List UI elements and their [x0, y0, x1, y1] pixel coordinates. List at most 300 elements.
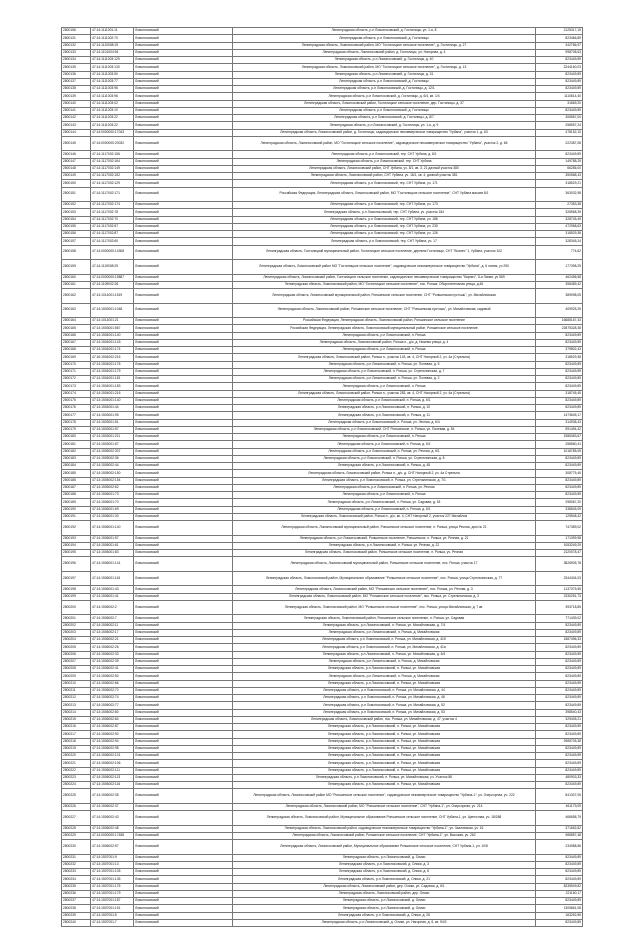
value-cell: 149788,29	[536, 158, 583, 165]
address-cell: Ленинградская область, р-н Ломоносовский, д. Олики, д. 26	[233, 912, 536, 919]
table-row	[62, 202, 583, 209]
address-cell: Ленинградская область, Ломоносовский район, Ропшинское сельское поселение, СНТ "Урбана-1", ул. Высокая, уч. 262	[233, 832, 536, 839]
row-id-cell: 2800206	[62, 651, 91, 658]
address-cell: Ленинградская область, Ломоносовский район, Ропша п., участок 283, кв. 4, СНТ Нагорный 2, уч. 4а (Стрельна)	[233, 390, 536, 397]
table-row	[62, 260, 583, 275]
district-cell: Ломоносовский	[134, 825, 233, 832]
table-row	[62, 716, 583, 723]
table-row	[62, 180, 583, 187]
district-cell: Ломоносовский	[134, 28, 233, 35]
cadastral-number-cell: 47:14:1505002:36	[91, 455, 134, 462]
table-row	[62, 666, 583, 673]
value-cell: 318529,21	[536, 180, 583, 187]
table-row	[62, 586, 583, 593]
district-cell: Ломоносовский	[134, 151, 233, 158]
cadastral-number-cell: 47:14:1503001:567	[91, 325, 134, 332]
cadastral-number-cell: 47:14:1507001:5	[91, 912, 134, 919]
district-cell: Ломоносовский	[134, 484, 233, 491]
address-cell: Ленинградская область, Ломоносовский район, дер. Олики	[233, 890, 536, 897]
cadastral-number-cell: 47:14:1506002:26	[91, 644, 134, 651]
address-cell: Ленинградская область, р-н Ломоносовский, д. Гостилицы, д. 6/4, кв. 1/4	[233, 93, 536, 100]
row-id-cell: 2800209	[62, 673, 91, 680]
cadastral-number-cell: 47:14:1507001:179	[91, 890, 134, 897]
value-cell: 823449,89	[536, 702, 583, 709]
cadastral-number-cell: 47:14:1111003:129	[91, 57, 134, 64]
cadastral-number-cell: 47:14:1506002:43	[91, 811, 134, 826]
district-cell: Ломоносовский	[134, 332, 233, 339]
table-row	[62, 782, 583, 789]
value-cell: 823449,89	[536, 673, 583, 680]
cadastral-number-cell: 47:14:1507001:135	[91, 876, 134, 883]
table-row	[62, 477, 583, 484]
district-cell: Ломоносовский	[134, 325, 233, 332]
district-cell: Ломоносовский	[134, 745, 233, 752]
row-id-cell: 2800134	[62, 57, 91, 64]
district-cell: Ломоносовский	[134, 376, 233, 383]
address-cell: Ленинградская область, р-н Ломоносовский, д. Олики, д. 6	[233, 869, 536, 876]
district-cell: Ломоносовский	[134, 412, 233, 419]
district-cell: Ломоносовский	[134, 361, 233, 368]
cadastral-number-cell: 47:14:1506001:30	[91, 513, 134, 520]
value-cell: 342786,97	[536, 42, 583, 49]
row-id-cell: 2800149	[62, 173, 91, 180]
value-cell: 985857,48	[536, 832, 583, 839]
value-cell: 8239549,82	[536, 883, 583, 890]
row-id-cell: 2800235	[62, 883, 91, 890]
table-row	[62, 651, 583, 658]
table-row	[62, 876, 583, 883]
district-cell: Ломоносовский	[134, 513, 233, 520]
table-row	[62, 245, 583, 260]
cadastral-number-cell: 47:14:1506001:73	[91, 492, 134, 499]
table-row	[62, 347, 583, 354]
cadastral-number-cell: 47:14:1506002:98	[91, 745, 134, 752]
row-id-cell: 2800161	[62, 281, 91, 288]
row-id-cell: 2800132	[62, 42, 91, 49]
row-id-cell: 2800165	[62, 325, 91, 332]
value-cell: 823449,89	[536, 753, 583, 760]
address-cell: Ленинградская область, Ломоносовский район, МО "Гостилицкое сельское поселение", д. Гостилицы, д. 13	[233, 64, 536, 71]
cadastral-number-cell: 47:14:1506002:111	[91, 767, 134, 774]
value-cell: 998708,63	[536, 49, 583, 56]
district-cell: Ломоносовский	[134, 521, 233, 536]
value-cell: 478152,10	[536, 129, 583, 136]
address-cell: Ленинградская область, р-н Ломоносовский, п. Ропша, ул. Михайловская	[233, 731, 536, 738]
cadastral-number-cell: 47:14:1101004:94	[91, 49, 134, 56]
value-cell: 1986383,67	[536, 434, 583, 441]
district-cell: Ломоносовский	[134, 318, 233, 325]
value-cell: 222387,08	[536, 136, 583, 151]
cadastral-number-cell: 47:14:1506002:50	[91, 673, 134, 680]
district-cell: Ломоносовский	[134, 644, 233, 651]
table-row	[62, 238, 583, 245]
table-row	[62, 78, 583, 85]
district-cell: Ломоносовский	[134, 876, 233, 883]
address-cell: Ленинградская область, р-н Ломоносовский, п. Ропша, ул. Михайловская, д. 52	[233, 702, 536, 709]
address-cell: Ленинградская область, р-н Ломоносовский, п. Ропша, д. Михайловская	[233, 673, 536, 680]
value-cell: 393718,85	[536, 600, 583, 615]
row-id-cell: 2800210	[62, 680, 91, 687]
table-row	[62, 325, 583, 332]
row-id-cell: 2800183	[62, 455, 91, 462]
value-cell: 823449,89	[536, 368, 583, 375]
address-cell: Ленинградская область, р-н Ломоносовский, тер. СНТ Урбана, уч. 17	[233, 238, 536, 245]
district-cell: Ломоносовский	[134, 861, 233, 868]
row-id-cell: 2800192	[62, 521, 91, 536]
district-cell: Ломоносовский	[134, 738, 233, 745]
cadastral-number-cell: 47:14:1507001:13	[91, 861, 134, 868]
table-row	[62, 760, 583, 767]
row-id-cell: 2800219	[62, 745, 91, 752]
table-row	[62, 535, 583, 542]
address-cell: Ленинградская область, Ломоносовский район, Муниципальное образование Ропшинское сельское поселение, СНТ Урбана-1, ул. Цветочная, уч. 18/268	[233, 811, 536, 826]
value-cell: 2125317,19	[536, 28, 583, 35]
address-cell: Ленинградская область, Ломоносовский район, дер. Олики, ул. Садовая, д. 6/1	[233, 883, 536, 890]
row-id-cell: 2800212	[62, 695, 91, 702]
table-row	[62, 42, 583, 49]
row-id-cell: 2800140	[62, 100, 91, 107]
table-row	[62, 738, 583, 745]
row-id-cell: 2800203	[62, 629, 91, 636]
district-cell: Ломоносовский	[134, 760, 233, 767]
table-row	[62, 412, 583, 419]
row-id-cell: 2800195	[62, 550, 91, 557]
district-cell: Ломоносовский	[134, 434, 233, 441]
district-cell: Ломоносовский	[134, 629, 233, 636]
cadastral-number-cell: 47:14:1506001:83	[91, 550, 134, 557]
value-cell: 823449,89	[536, 680, 583, 687]
district-cell: Ломоносовский	[134, 782, 233, 789]
row-id-cell: 2800179	[62, 426, 91, 433]
cadastral-number-cell: 47:14:1507001:191	[91, 905, 134, 912]
district-cell: Ломоносовский	[134, 680, 233, 687]
value-cell: 823449,89	[536, 695, 583, 702]
address-cell: Ленинградская область, р-н Ломоносовский, п. Ропша, д. Михайловская	[233, 629, 536, 636]
table-row	[62, 919, 583, 926]
address-cell: Ленинградская область, р-н Ломоносовский, д. Гостилицы	[233, 78, 536, 85]
address-cell: Ленинградская область, р-н Ломоносовский, п. Ропша, д. 6/1	[233, 441, 536, 448]
district-cell: Ломоносовский	[134, 347, 233, 354]
row-id-cell: 2800176	[62, 405, 91, 412]
cadastral-number-cell: 47:14:1117002:129	[91, 180, 134, 187]
table-row	[62, 825, 583, 832]
value-cell: 823449,89	[536, 484, 583, 491]
value-cell: 306567,00	[536, 115, 583, 122]
address-cell: Ленинградская область, р-н Ломоносовский, п. Ропша, ул. Михайловская, д. 53	[233, 709, 536, 716]
row-id-cell: 2800158	[62, 245, 91, 260]
address-cell: Ленинградская область, р-н Ломоносовский, д. Гостилицы, д. 8/7	[233, 115, 536, 122]
table-row	[62, 687, 583, 694]
address-cell: Ленинградская область, р-н Ломоносовский, п. Ропша, ул. Михайловская, д. 41а	[233, 644, 536, 651]
district-cell: Ломоносовский	[134, 86, 233, 93]
row-id-cell: 2800240	[62, 919, 91, 926]
address-cell: Ленинградская область, Ломоносовский район, СНТ Урбана, уч. 8/1, кв. 3, 21 дачный участок 380	[233, 165, 536, 172]
row-id-cell: 2800154	[62, 216, 91, 223]
district-cell: Ломоносовский	[134, 789, 233, 804]
address-cell: Ленинградская область, р-н Ломоносовский, д. Гостилицы, ул. 1-я, д. 9	[233, 122, 536, 129]
table-row	[62, 281, 583, 288]
row-id-cell: 2800143	[62, 122, 91, 129]
address-cell: Ленинградская область, р-н Ломоносовский, п. Ропша, ул. Полевая, д. 5	[233, 361, 536, 368]
cadastral-number-cell: 47:14:1505002:44	[91, 463, 134, 470]
table-row	[62, 57, 583, 64]
address-cell: Ленинградская область, р-н Ломоносовский, тер. СНТ Урбана, уч. 173	[233, 202, 536, 209]
table-row	[62, 35, 583, 42]
address-cell: Ленинградская область, р-н Ломоносовский, п. Ропша, ул. Садовая, д. 18	[233, 499, 536, 506]
table-row	[62, 629, 583, 636]
table-row	[62, 492, 583, 499]
row-id-cell: 2800213	[62, 702, 91, 709]
district-cell: Ломоносовский	[134, 455, 233, 462]
district-cell: Ломоносовский	[134, 890, 233, 897]
cadastral-number-cell: 47:14:1506002:39	[91, 658, 134, 665]
table-row	[62, 129, 583, 136]
row-id-cell: 2800171	[62, 368, 91, 375]
address-cell: Ленинградская область, Ломоносовский район, Ропшинское сельское поселение, п. Ропша, уч. Речная	[233, 550, 536, 557]
district-cell: Ломоносовский	[134, 767, 233, 774]
row-id-cell: 2800177	[62, 412, 91, 419]
table-row	[62, 165, 583, 172]
address-cell: Ленинградская область, р-н Ломоносовский, п. Ропша, ул. Стрельнинская, д. 7/1	[233, 477, 536, 484]
cadastral-number-cell: 47:14:1117002:87	[91, 231, 134, 238]
cadastral-number-cell: 47:14:1506002:11	[91, 622, 134, 629]
cadastral-number-cell: 47:14:1504001:176	[91, 361, 134, 368]
value-cell: 350568,43	[536, 173, 583, 180]
cadastral-number-cell: 47:14:1507001:9	[91, 854, 134, 861]
table-row	[62, 861, 583, 868]
value-cell: 379802,43	[536, 347, 583, 354]
row-id-cell: 2800189	[62, 499, 91, 506]
value-cell: 823449,89	[536, 463, 583, 470]
table-row	[62, 622, 583, 629]
row-id-cell: 2800214	[62, 709, 91, 716]
table-row	[62, 93, 583, 100]
district-cell: Ломоносовский	[134, 202, 233, 209]
row-id-cell: 2800181	[62, 441, 91, 448]
district-cell: Ломоносовский	[134, 883, 233, 890]
value-cell: 409925,25	[536, 303, 583, 318]
address-cell: Ленинградская область, р-н Ломоносовский, п. Ропша, д. 45	[233, 463, 536, 470]
district-cell: Ломоносовский	[134, 71, 233, 78]
value-cell: 591494,42	[536, 426, 583, 433]
row-id-cell: 2800226	[62, 803, 91, 810]
district-cell: Ломоносовский	[134, 550, 233, 557]
cadastral-number-cell: 47:14:1506001:70	[91, 499, 134, 506]
district-cell: Ломоносовский	[134, 840, 233, 855]
value-cell: 258560,41	[536, 441, 583, 448]
address-cell: Ленинградская область, р-н Ломоносовский, п. Ропша, ул. Михайловская	[233, 782, 536, 789]
value-cell: 66286,00	[536, 165, 583, 172]
table-row	[62, 680, 583, 687]
cadastral-number-cell: 47:14:1504001:140	[91, 332, 134, 339]
row-id-cell: 2800164	[62, 318, 91, 325]
address-cell: Ленинградская область, р-н Ломоносовский, д. Гостилицы	[233, 35, 536, 42]
row-id-cell: 2800141	[62, 107, 91, 114]
cadastral-number-cell: 47:14:0000000:14308	[91, 245, 134, 260]
table-row	[62, 107, 583, 114]
district-cell: Ломоносовский	[134, 245, 233, 260]
row-id-cell: 2800221	[62, 760, 91, 767]
district-cell: Ломоносовский	[134, 187, 233, 202]
value-cell: 22875328,38	[536, 325, 583, 332]
cadastral-value-table	[61, 27, 583, 927]
table-row	[62, 593, 583, 600]
table-row	[62, 484, 583, 491]
row-id-cell: 2800201	[62, 615, 91, 622]
cadastral-number-cell: 47:14:1505002:150	[91, 470, 134, 477]
cadastral-number-cell: 47:14:1503001:95	[91, 412, 134, 419]
value-cell: 823449,89	[536, 361, 583, 368]
address-cell: Ленинградская область, Ломоносовский район, пос. Ропша, ул. Михайловская, д. 47, участок 4	[233, 716, 536, 723]
cadastral-number-cell: 47:14:1507001:187	[91, 898, 134, 905]
row-id-cell: 2800148	[62, 165, 91, 172]
row-id-cell: 2800156	[62, 28, 91, 35]
row-id-cell: 2800139	[62, 93, 91, 100]
value-cell: 823449,89	[536, 731, 583, 738]
row-id-cell: 2800184	[62, 463, 91, 470]
cadastral-number-cell: 47:14:1504001:181	[91, 376, 134, 383]
cadastral-number-cell: 47:14:1117002:149	[91, 165, 134, 172]
address-cell: Ленинградская область, Ломоносовский район, Ропша п., участок 143, кв. 4, СНТ Нагорный 2, уч. 4а (Стрельна)	[233, 354, 536, 361]
cadastral-number-cell: 47:14:1506002:17	[91, 629, 134, 636]
row-id-cell: 2800215	[62, 716, 91, 723]
table-row	[62, 883, 583, 890]
district-cell: Ломоносовский	[134, 390, 233, 397]
address-cell: Ленинградская область, р-н Ломоносовский, д. Гостилицы, ул. 1-я, 8	[233, 28, 536, 35]
cadastral-number-cell: 47:14:1111003:96	[91, 86, 134, 93]
district-cell: Ломоносовский	[134, 426, 233, 433]
value-cell: 823449,89	[536, 376, 583, 383]
address-cell: Российская Федерация, Ленинградская область, Ломоносовский муниципальный район, Ропшинское сельское поселение	[233, 325, 536, 332]
row-id-cell: 2800142	[62, 115, 91, 122]
district-cell: Ломоносовский	[134, 470, 233, 477]
row-id-cell: 2800227	[62, 811, 91, 826]
address-cell: Ленинградская область, Ломоносовский район, Ропшинское сельское поселение, СНТ "Ропшинская пустошь", ул. Михайловская, садовый	[233, 303, 536, 318]
cadastral-number-cell: 47:14:1506002:74	[91, 695, 134, 702]
row-id-cell: 2800223	[62, 774, 91, 781]
row-id-cell: 2800236	[62, 890, 91, 897]
table-row	[62, 731, 583, 738]
cadastral-number-cell: 47:14:1507001:105	[91, 869, 134, 876]
district-cell: Ломоносовский	[134, 354, 233, 361]
value-cell: 16685167,43	[536, 318, 583, 325]
district-cell: Ломоносовский	[134, 557, 233, 572]
row-id-cell: 2800199	[62, 593, 91, 600]
table-row	[62, 434, 583, 441]
address-cell: Ленинградская область, р-н Ломоносовский, д. Гостилицы, д. 40	[233, 57, 536, 64]
table-row	[62, 303, 583, 318]
cadastral-number-cell: 47:14:1111003:10	[91, 107, 134, 114]
cadastral-number-cell: 47:14:1505002:307	[91, 448, 134, 455]
value-cell: 823449,89	[536, 644, 583, 651]
table-row	[62, 803, 583, 810]
row-id-cell: 2800224	[62, 782, 91, 789]
table-row	[62, 600, 583, 615]
value-cell: 823449,89	[536, 492, 583, 499]
row-id-cell: 2800190	[62, 506, 91, 513]
row-id-cell: 2800225	[62, 789, 91, 804]
value-cell: 398489,42	[536, 281, 583, 288]
address-cell: Ленинградская область, Ломоносовский район, д. Гостилицы, ул. Нагорная, д. 4	[233, 49, 536, 56]
table-row	[62, 463, 583, 470]
address-cell: Ленинградская область, Гостилицкий муниципальный район, Гостилицкое сельское поселение, деревня Гостилицы, СНТ "Вознес" 1, Урбана, участок 102	[233, 245, 536, 260]
district-cell: Ломоносовский	[134, 136, 233, 151]
district-cell: Ломоносовский	[134, 586, 233, 593]
cadastral-number-cell: 47:14:0000000:17043	[91, 129, 134, 136]
cadastral-number-cell: 47:14:1119008:25	[91, 260, 134, 275]
address-cell: Ленинградская область, Ломоносовский район, МО "Ропшинское сельское поселение", пос. Ропша, улица Михайловская, д. 7 кв.	[233, 600, 536, 615]
district-cell: Ломоносовский	[134, 919, 233, 926]
table-row	[62, 158, 583, 165]
cadastral-number-cell: 47:14:1506002:7	[91, 615, 134, 622]
cadastral-number-cell: 47:14:1117002:171	[91, 187, 134, 202]
address-cell: Ленинградская область, р-н Ломоносовский, тер. СНТ Урбана, уч. 126	[233, 231, 536, 238]
district-cell: Ломоносовский	[134, 223, 233, 230]
row-id-cell: 2800232	[62, 861, 91, 868]
address-cell: Ленинградская область, Ломоносовский район, садоводческое некоммерческое товарищество "Урбана-1", ул. Чкаловская, уч. 16	[233, 825, 536, 832]
table-row	[62, 789, 583, 804]
district-cell: Ломоносовский	[134, 383, 233, 390]
address-cell: Ленинградская область, р-н Ломоносовский, тер. СНТ Урбана, уч. участок 184	[233, 209, 536, 216]
address-cell: Ленинградская область, Ломоносовский район, Ропша п., д/о, д. Нижняя улица, д. 4	[233, 339, 536, 346]
row-id-cell: 2800231	[62, 854, 91, 861]
district-cell: Ломоносовский	[134, 419, 233, 426]
district-cell: Ломоносовский	[134, 78, 233, 85]
row-id-cell: 2800167	[62, 339, 91, 346]
district-cell: Ломоносовский	[134, 303, 233, 318]
address-cell: Ленинградская область, Ломоносовский район, Гостилицкое сельское поселение, дер. Гостилицы, д. 37	[233, 100, 536, 107]
address-cell: Ленинградская область, р-н Ломоносовский, п. Ропша, ул. Михайловская	[233, 767, 536, 774]
district-cell: Ломоносовский	[134, 869, 233, 876]
district-cell: Ломоносовский	[134, 571, 233, 586]
table-row	[62, 637, 583, 644]
cadastral-number-cell: 47:14:1506002:87	[91, 724, 134, 731]
cadastral-number-cell: 47:14:1117002:78	[91, 209, 134, 216]
row-id-cell: 2800172	[62, 376, 91, 383]
table-row	[62, 550, 583, 557]
value-cell: 823449,89	[536, 767, 583, 774]
value-cell: 398540,43	[536, 709, 583, 716]
row-id-cell: 2800137	[62, 78, 91, 85]
value-cell: 171399,98	[536, 535, 583, 542]
cadastral-number-cell: 47:14:1506001:140	[91, 521, 134, 536]
value-cell: 1110814,40	[536, 93, 583, 100]
address-cell: Ленинградская область, р-н Ломоносовский, д. Олики, д. 21	[233, 876, 536, 883]
cadastral-number-cell: 47:14:1117002:60	[91, 238, 134, 245]
value-cell: 823449,89	[536, 687, 583, 694]
district-cell: Ломоносовский	[134, 448, 233, 455]
address-cell: Российская Федерация, Ленинградская область, Ломоносовский район, МО "Гостилицкое сельское поселение", СНТ Урбана массив 8/1	[233, 187, 536, 202]
address-cell: Ленинградская область, р-н Ломоносовский, п. Ропша, д. 6/1	[233, 506, 536, 513]
row-id-cell: 2800220	[62, 753, 91, 760]
address-cell: Ленинградская область, Ломоносовский район, Ропшинское сельское поселение, п. Ропша, ул. Садовая	[233, 615, 536, 622]
value-cell: 823449,89	[536, 919, 583, 926]
value-cell: 823449,89	[536, 854, 583, 861]
table-row	[62, 869, 583, 876]
value-cell: 774,62	[536, 245, 583, 260]
value-cell: 2985705,38	[536, 738, 583, 745]
cadastral-number-cell: 47:14:1506002:101	[91, 753, 134, 760]
address-cell: Ленинградская область, р-н Ломоносовский, п. Ропша, ул. Лесная, д. 6/4	[233, 419, 536, 426]
table-row	[62, 426, 583, 433]
address-cell: Ленинградская область, р-н Ломоносовский, п. Ропша, ул. Михайловская, д. 41б	[233, 637, 536, 644]
address-cell: Ленинградская область, р-н Ломоносовский, д. Олики, ул. Нагорная, д. 6, кв. 9/43	[233, 919, 536, 926]
row-id-cell: 2800157	[62, 238, 91, 245]
address-cell: Ленинградская область, р-н Ломоносовский, тер. СНТ Урбана	[233, 158, 536, 165]
row-id-cell: 2800216	[62, 724, 91, 731]
address-cell: Ленинградская область, р-н Ломоносовский, д. Гостилицы	[233, 107, 536, 114]
row-id-cell: 2800182	[62, 448, 91, 455]
